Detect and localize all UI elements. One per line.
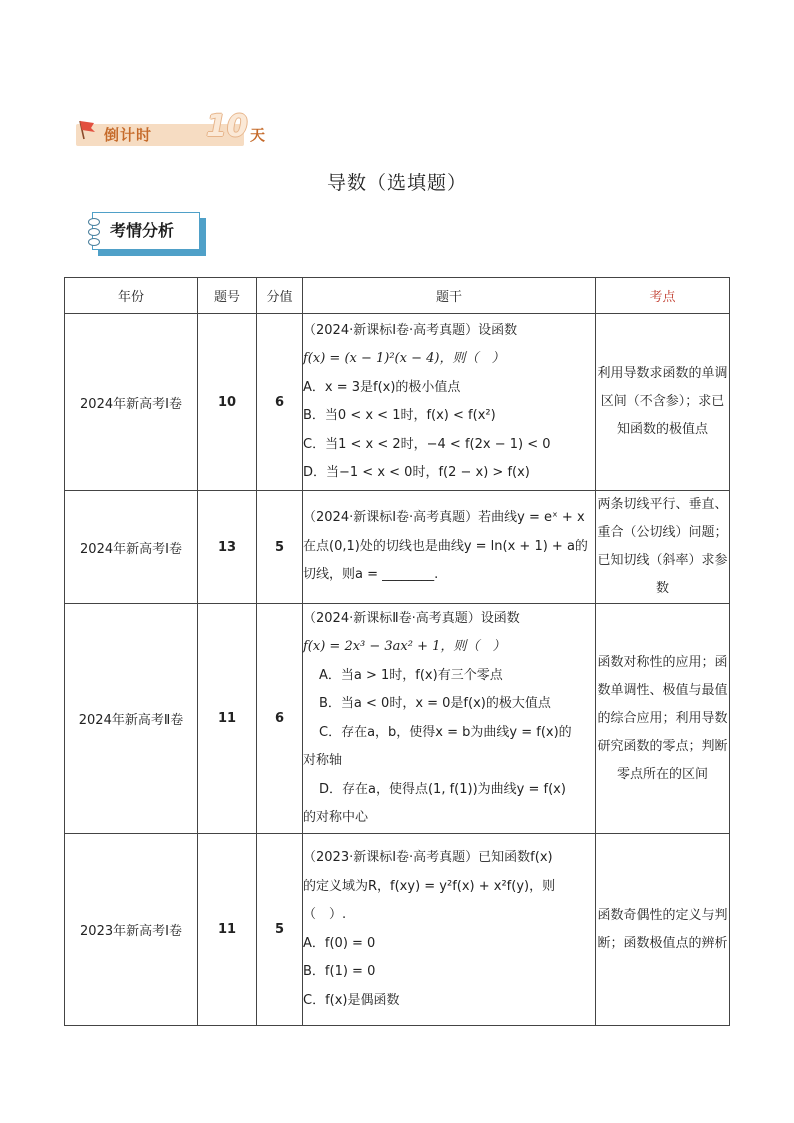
score-cell: 6 <box>257 314 303 491</box>
stem-line: C．存在a，b，使得x = b为曲线y = f(x)的 <box>319 724 572 740</box>
table-header-row <box>65 278 730 314</box>
stem-line: f(x) = 2x³ − 3ax² + 1，则（ ） <box>303 639 506 654</box>
stem-line: 在点(0,1)处的切线也是曲线y = ln(x + 1) + a的 <box>303 538 588 554</box>
exam-analysis-table <box>64 277 730 1026</box>
score-cell: 6 <box>257 604 303 834</box>
score-cell: 5 <box>257 491 303 604</box>
year-cell: 2024年新高考Ⅰ卷 <box>65 491 198 604</box>
stem-line: 的对称中心 <box>303 810 369 825</box>
year-cell: 2024年新高考Ⅱ卷 <box>65 604 198 834</box>
score-cell: 5 <box>257 834 303 1026</box>
number-cell: 10 <box>198 314 257 491</box>
points-cell: 函数奇偶性的定义与判断；函数极值点的辨析 <box>596 834 730 1026</box>
stem-line: A．f(0) = 0 <box>303 935 376 951</box>
stem-cell <box>303 604 596 834</box>
points-cell: 两条切线平行、垂直、重合（公切线）问题；已知切线（斜率）求参数 <box>596 491 730 604</box>
stem-line: C．f(x)是偶函数 <box>303 992 400 1008</box>
table-row <box>65 491 730 604</box>
points-cell: 函数对称性的应用；函数单调性、极值与最值的综合应用；利用导数研究函数的零点；判断零点所在的区间 <box>596 604 730 834</box>
header-points: 考点 <box>596 278 730 314</box>
stem-cell <box>303 834 596 1026</box>
number-cell: 11 <box>198 834 257 1026</box>
stem-cell <box>303 491 596 604</box>
stem-line: B．f(1) = 0 <box>303 964 376 979</box>
stem-line: B．当0 < x < 1时，f(x) < f(x²) <box>303 408 496 423</box>
table-row <box>65 314 730 491</box>
stem-cell <box>303 314 596 491</box>
header-score: 分值 <box>257 278 303 314</box>
number-cell: 11 <box>198 604 257 834</box>
year-cell: 2024年新高考Ⅰ卷 <box>65 314 198 491</box>
header-number: 题号 <box>198 278 257 314</box>
binder-ring-icon <box>88 228 100 236</box>
section-heading-label: 考情分析 <box>110 221 175 240</box>
stem-line: D．存在a，使得点(1, f(1))为曲线y = f(x) <box>319 781 566 797</box>
stem-line: f(x) = (x − 1)²(x − 4)，则（ ） <box>303 351 505 366</box>
stem-line: 的定义域为R，f(xy) = y²f(x) + x²f(y)，则 <box>303 878 556 894</box>
number-cell: 13 <box>198 491 257 604</box>
countdown-number: 10 <box>206 109 248 144</box>
flag-icon <box>76 118 98 140</box>
stem-line: （2024·新课标Ⅰ卷·高考真题）若曲线y = eˣ + x <box>303 510 585 526</box>
stem-line: （2024·新课标Ⅱ卷·高考真题）设函数 <box>303 610 520 626</box>
countdown-prefix: 倒计时 <box>104 126 153 144</box>
stem-line: A．当a > 1时，f(x)有三个零点 <box>319 667 503 683</box>
points-cell: 利用导数求函数的单调区间（不含参）；求已知函数的极值点 <box>596 314 730 491</box>
stem-line: C．当1 < x < 2时，−4 < f(2x − 1) < 0 <box>303 436 551 452</box>
stem-line: D．当−1 < x < 0时，f(2 − x) > f(x) <box>303 465 530 480</box>
header-stem: 题干 <box>303 278 596 314</box>
countdown-banner <box>74 109 267 148</box>
binder-ring-icon <box>88 218 100 226</box>
countdown-suffix: 天 <box>250 126 267 144</box>
binder-ring-icon <box>88 238 100 246</box>
stem-line: 对称轴 <box>303 753 343 768</box>
stem-line: （2023·新课标Ⅰ卷·高考真题）已知函数f(x) <box>303 850 553 865</box>
stem-line: 切线，则a = ________. <box>303 567 439 583</box>
stem-line: A．x = 3是f(x)的极小值点 <box>303 379 461 395</box>
year-cell: 2023年新高考Ⅰ卷 <box>65 834 198 1026</box>
header-year: 年份 <box>65 278 198 314</box>
table-row <box>65 604 730 834</box>
stem-line: （ ）. <box>303 907 347 922</box>
table-row <box>65 834 730 1026</box>
stem-line: （2024·新课标Ⅰ卷·高考真题）设函数 <box>303 322 518 338</box>
stem-line: B．当a < 0时，x = 0是f(x)的极大值点 <box>319 696 551 711</box>
document-title: 导数（选填题） <box>326 172 467 194</box>
section-heading <box>92 212 204 252</box>
